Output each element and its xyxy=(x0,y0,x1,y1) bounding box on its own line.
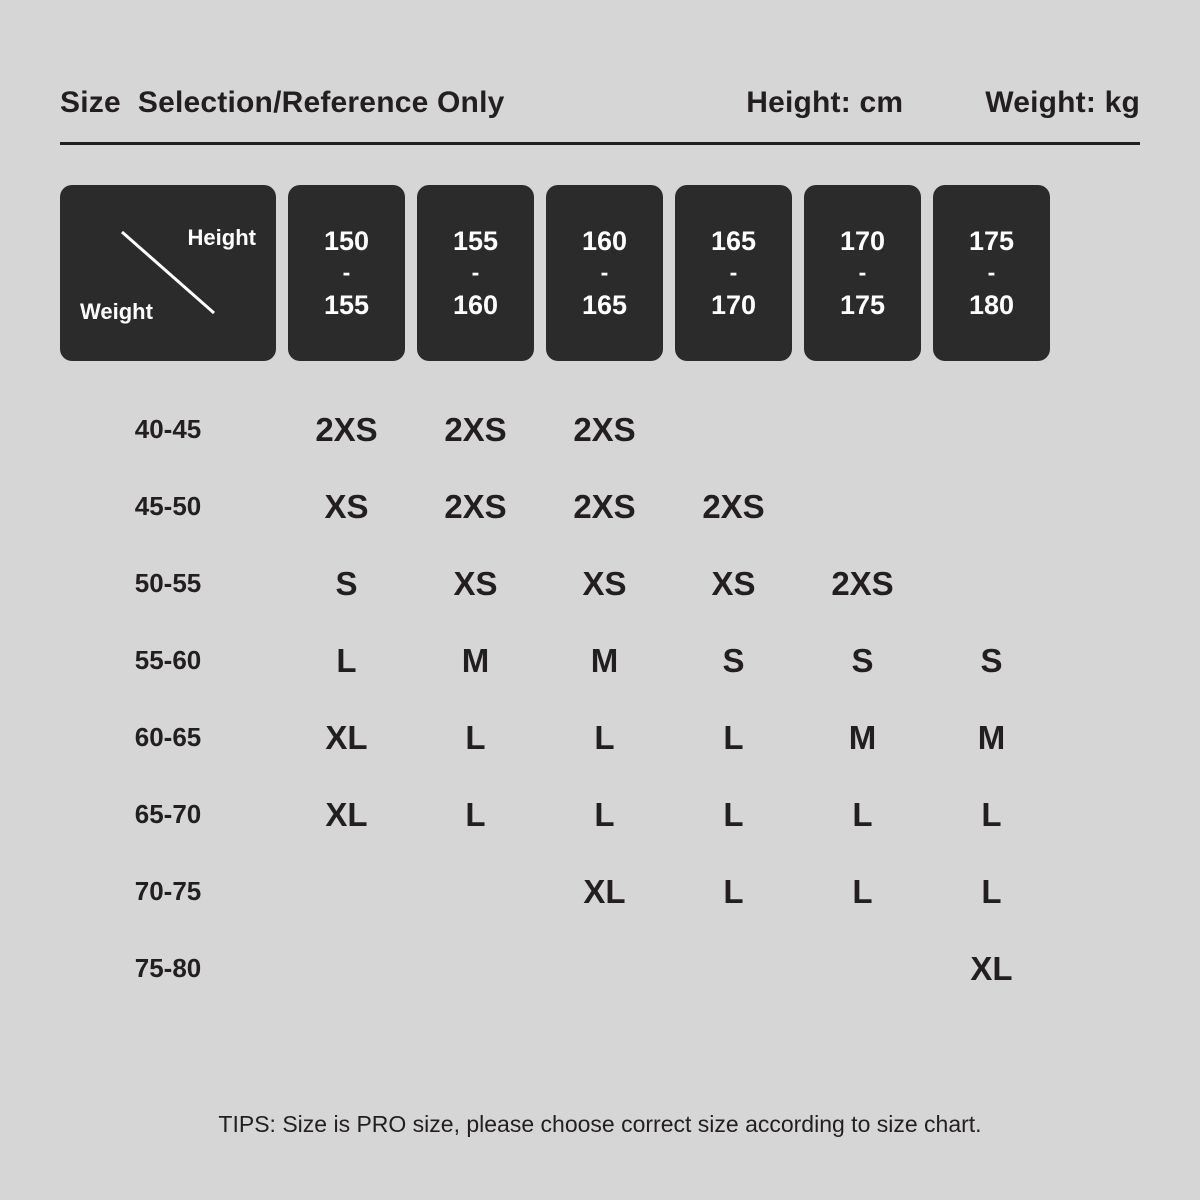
cell-3-3: S xyxy=(722,641,745,679)
column-header-dash-5: - xyxy=(987,259,996,286)
row-label-6: 70-75 xyxy=(134,876,202,906)
weight-unit-label: Weight: kg xyxy=(985,86,1140,119)
column-header-top-0: 150 xyxy=(323,226,370,257)
column-header-dash-0: - xyxy=(342,259,351,286)
diagonal-divider-icon xyxy=(60,185,276,361)
row-label-2: 50-55 xyxy=(134,568,202,598)
column-header-top-5: 175 xyxy=(968,226,1015,257)
corner-weight-label: Weight xyxy=(80,299,153,324)
cell-5-5: L xyxy=(981,795,1002,833)
corner-height-label: Height xyxy=(187,225,256,250)
column-header-top-4: 170 xyxy=(839,226,886,257)
table-row xyxy=(60,776,1140,853)
cell-5-3: L xyxy=(723,795,744,833)
cell-4-1: L xyxy=(465,718,486,756)
cell-6-4: L xyxy=(852,872,873,910)
cell-1-1: 2XS xyxy=(444,487,507,525)
table-row xyxy=(60,853,1140,930)
column-header-top-1: 155 xyxy=(452,226,499,257)
table-row xyxy=(60,545,1140,622)
cell-2-3: XS xyxy=(711,564,756,602)
corner-axis-cell xyxy=(60,185,276,361)
column-header-bottom-4: 175 xyxy=(839,289,886,320)
column-header-row xyxy=(60,185,1140,361)
column-header-bottom-1: 160 xyxy=(452,289,499,320)
row-label-0: 40-45 xyxy=(134,414,202,444)
height-unit-label: Height: cm xyxy=(746,86,904,119)
cell-3-4: S xyxy=(851,641,874,679)
cell-6-5: L xyxy=(981,872,1002,910)
cell-5-2: L xyxy=(594,795,615,833)
cell-5-0: XL xyxy=(325,795,368,833)
column-header-5 xyxy=(933,185,1050,361)
cell-2-0: S xyxy=(335,564,358,602)
chart-header xyxy=(60,0,1140,120)
column-header-4 xyxy=(804,185,921,361)
cell-6-3: L xyxy=(723,872,744,910)
row-label-5: 65-70 xyxy=(134,799,202,829)
column-header-bottom-0: 155 xyxy=(323,289,370,320)
cell-4-2: L xyxy=(594,718,615,756)
cell-1-3: 2XS xyxy=(702,487,765,525)
cell-0-1: 2XS xyxy=(444,410,507,448)
column-header-top-2: 160 xyxy=(581,226,628,257)
page-title: Size Selection/Reference Only xyxy=(60,86,505,119)
cell-3-5: S xyxy=(980,641,1003,679)
cell-4-0: XL xyxy=(325,718,368,756)
row-label-3: 55-60 xyxy=(134,645,202,675)
row-label-4: 60-65 xyxy=(134,722,202,752)
table-row xyxy=(60,391,1140,468)
cell-3-2: M xyxy=(590,641,619,679)
cell-7-5: XL xyxy=(970,949,1013,987)
tips-text: TIPS: Size is PRO size, please choose correct size according to size chart. xyxy=(218,1111,982,1137)
cell-0-2: 2XS xyxy=(573,410,636,448)
column-header-dash-2: - xyxy=(600,259,609,286)
column-header-0 xyxy=(288,185,405,361)
cell-1-2: 2XS xyxy=(573,487,636,525)
cell-6-2: XL xyxy=(583,872,626,910)
column-header-3 xyxy=(675,185,792,361)
column-header-bottom-5: 180 xyxy=(968,289,1015,320)
cell-3-0: L xyxy=(336,641,357,679)
cell-5-1: L xyxy=(465,795,486,833)
row-label-7: 75-80 xyxy=(134,953,202,983)
table-row xyxy=(60,699,1140,776)
cell-2-4: 2XS xyxy=(831,564,894,602)
row-label-1: 45-50 xyxy=(134,491,202,521)
cell-4-3: L xyxy=(723,718,744,756)
column-header-bottom-2: 165 xyxy=(581,289,628,320)
cell-1-0: XS xyxy=(324,487,369,525)
cell-3-1: M xyxy=(461,641,490,679)
cell-4-4: M xyxy=(848,718,877,756)
cell-2-2: XS xyxy=(582,564,627,602)
table-row xyxy=(60,468,1140,545)
cell-0-0: 2XS xyxy=(315,410,378,448)
column-header-1 xyxy=(417,185,534,361)
table-row xyxy=(60,622,1140,699)
column-header-dash-1: - xyxy=(471,259,480,286)
table-row xyxy=(60,930,1140,1007)
cell-5-4: L xyxy=(852,795,873,833)
column-header-top-3: 165 xyxy=(710,226,757,257)
cell-2-1: XS xyxy=(453,564,498,602)
column-header-bottom-3: 170 xyxy=(710,289,757,320)
size-grid xyxy=(60,391,1140,1007)
column-header-dash-4: - xyxy=(858,259,867,286)
column-header-2 xyxy=(546,185,663,361)
column-header-dash-3: - xyxy=(729,259,738,286)
header-divider xyxy=(60,142,1140,145)
cell-4-5: M xyxy=(977,718,1006,756)
